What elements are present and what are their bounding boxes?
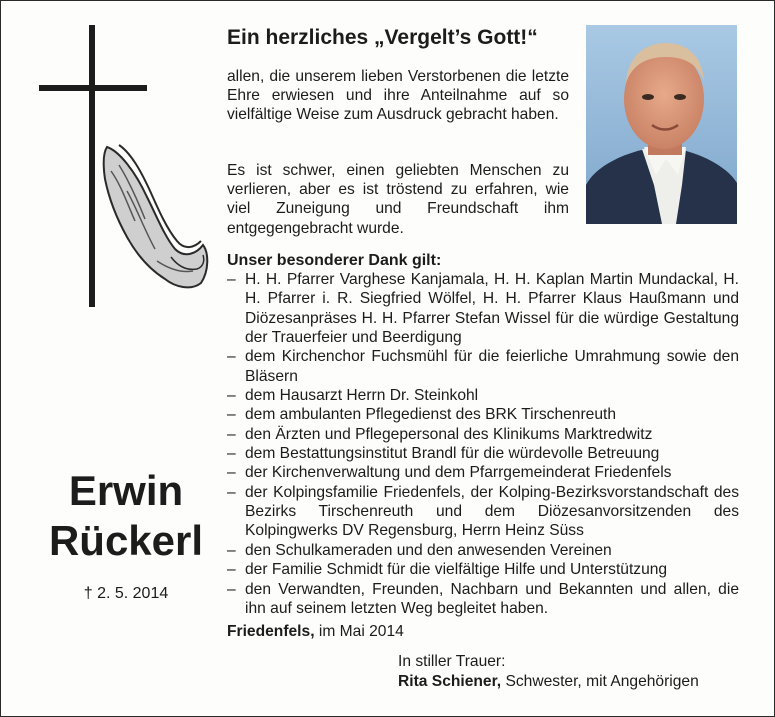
list-dash: – bbox=[227, 445, 236, 463]
mourner-name: Rita Schiener, bbox=[398, 673, 502, 690]
paragraph-comfort: Es ist schwer, einen geliebten Menschen zu verlieren, aber es ist tröstend zu erfahren, wie viel Zuneigung und Freundschaft ihm entgegengebracht wurde. bbox=[227, 162, 569, 237]
list-dash: – bbox=[227, 425, 236, 443]
list-dash: – bbox=[227, 348, 236, 366]
mourners-intro: In stiller Trauer: bbox=[398, 653, 506, 670]
mourners-line bbox=[398, 672, 699, 692]
list-item-text: den Ärzten und Pflegepersonal des Klinikums Marktredwitz bbox=[245, 425, 653, 443]
list-item-text: der Kolpingsfamilie Friedenfels, der Kolping-Bezirksvorstandschaft des Bezirks Tirschenreuth und dem Diözesanvorsitzenden des Kolpingwerks DV Regensburg, Herrn Heinz Süss bbox=[245, 483, 739, 540]
list-dash: – bbox=[227, 464, 236, 482]
list-item bbox=[227, 270, 739, 347]
list-item-text: der Familie Schmidt für die vielfältige Hilfe und Unterstützung bbox=[245, 561, 668, 579]
list-dash: – bbox=[227, 271, 236, 288]
list-item bbox=[227, 347, 739, 386]
list-item bbox=[227, 483, 739, 541]
place-date-text: im Mai 2014 bbox=[314, 623, 404, 640]
portrait-photo bbox=[586, 25, 737, 224]
list-item bbox=[227, 405, 739, 424]
list-item bbox=[227, 463, 739, 482]
deceased-last-name: Rückerl bbox=[48, 517, 204, 564]
list-dash: – bbox=[227, 541, 236, 559]
paragraph-thanks: allen, die unserem lieben Verstorbenen die letzte Ehre erwiesen und ihre Anteilnahme auf so vielfältige Weise zum Ausdruck gebracht haben. bbox=[227, 68, 569, 124]
list-item-text: dem ambulanten Pflegedienst des BRK Tirschenreuth bbox=[245, 406, 616, 424]
list-dash: – bbox=[227, 387, 236, 405]
thanks-list bbox=[227, 270, 739, 618]
list-item bbox=[227, 386, 739, 405]
list-dash: – bbox=[227, 580, 236, 598]
mourners bbox=[398, 652, 699, 692]
list-item-text: den Schulkameraden und den anwesenden Vereinen bbox=[245, 541, 612, 559]
list-item-text: dem Kirchenchor Fuchsmühl für die feierliche Umrahmung sowie den Bläsern bbox=[245, 348, 739, 385]
list-dash: – bbox=[227, 483, 236, 501]
list-item-text: H. H. Pfarrer Varghese Kanjamala, H. H. Kaplan Martin Mundackal, H. H. Pfarrer i. R. Siegfried Wölfel, H. H. Pfarrer Klaus Haußmann und Diözesanpräses H. H. Pfarrer Stefan Wissel für die würdige Gestaltung der Trauerfeier und Beerdigung bbox=[245, 271, 739, 347]
list-item bbox=[227, 580, 739, 619]
thanks-title: Unser besonderer Dank gilt: bbox=[227, 252, 442, 269]
place-date bbox=[227, 623, 404, 641]
place-town: Friedenfels, bbox=[227, 623, 315, 640]
list-item bbox=[227, 425, 739, 444]
list-item-text: dem Hausarzt Herrn Dr. Steinkohl bbox=[245, 387, 479, 405]
mourner-relation: Schwester, mit Angehörigen bbox=[501, 673, 699, 690]
list-item bbox=[227, 560, 739, 579]
list-item bbox=[227, 444, 739, 463]
list-item-text: dem Bestattungsinstitut Brandl für die würdevolle Betreuung bbox=[245, 445, 660, 463]
death-date: † 2. 5. 2014 bbox=[83, 585, 169, 602]
deceased-first-name: Erwin bbox=[68, 467, 184, 514]
praying-hands-icon bbox=[97, 141, 211, 291]
list-item-text: den Verwandten, Freunden, Nachbarn und Bekannten und allen, die ihn auf seinem letzten Weg begleitet haben. bbox=[245, 580, 739, 617]
list-item bbox=[227, 541, 739, 560]
list-dash: – bbox=[227, 561, 236, 579]
list-item-text: der Kirchenverwaltung und dem Pfarrgemeinderat Friedenfels bbox=[245, 464, 672, 482]
headline: Ein herzliches „Vergelt’s Gott!“ bbox=[227, 26, 538, 49]
list-dash: – bbox=[227, 406, 236, 424]
